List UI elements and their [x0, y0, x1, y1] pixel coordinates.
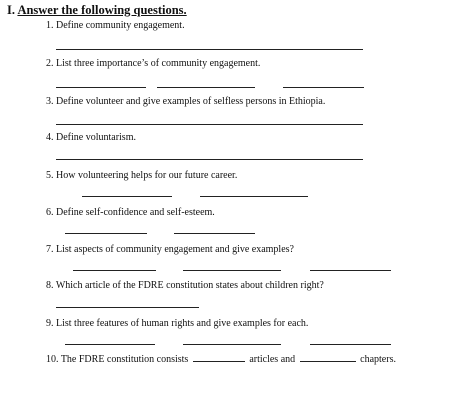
question-text: Define community engagement. — [56, 20, 185, 31]
question-7 — [46, 244, 294, 255]
question-text: List three importance’s of community engagement. — [56, 58, 261, 69]
answer-line-5b — [200, 196, 308, 197]
question-text: List three features of human rights and give examples for each. — [56, 318, 309, 329]
answer-line-2c — [283, 87, 364, 88]
answer-line-7b — [183, 270, 281, 271]
question-number: 5. — [46, 170, 54, 181]
answer-line-4 — [56, 159, 363, 160]
question-text: Define voluntarism. — [56, 132, 136, 143]
answer-line-1 — [56, 49, 363, 50]
answer-line-6b — [174, 233, 255, 234]
question-1 — [46, 20, 185, 31]
question-4 — [46, 132, 136, 143]
question-text: Define self-confidence and self-esteem. — [56, 207, 215, 218]
question-number: 7. — [46, 244, 54, 255]
answer-line-8 — [56, 307, 199, 308]
answer-line-9c — [310, 344, 391, 345]
question-number: 3. — [46, 96, 54, 107]
answer-line-9b — [183, 344, 281, 345]
question-text: Define volunteer and give examples of selfless persons in Ethiopia. — [56, 96, 326, 107]
blank-articles — [193, 361, 245, 362]
answer-line-6a — [65, 233, 147, 234]
question-10 — [46, 354, 396, 365]
answer-line-5a — [82, 196, 172, 197]
answer-line-3 — [56, 124, 363, 125]
section-heading — [7, 3, 187, 18]
answer-line-7a — [73, 270, 156, 271]
question-number: 8. — [46, 280, 54, 291]
answer-line-2a — [56, 87, 146, 88]
question-number: 6. — [46, 207, 54, 218]
answer-line-7c — [310, 270, 391, 271]
question-2 — [46, 58, 260, 69]
section-number: I. — [7, 3, 15, 17]
question-text-part-c: chapters. — [360, 354, 396, 365]
question-5 — [46, 170, 237, 181]
answer-line-9a — [65, 344, 155, 345]
question-9 — [46, 318, 308, 329]
section-title: Answer the following questions. — [17, 3, 187, 17]
blank-chapters — [300, 361, 356, 362]
question-text: List aspects of community engagement and give examples? — [56, 244, 294, 255]
question-3 — [46, 96, 325, 107]
question-number: 2. — [46, 58, 54, 69]
question-6 — [46, 207, 215, 218]
question-text-part-b: articles and — [249, 354, 296, 365]
question-text: How volunteering helps for our future career. — [56, 170, 238, 181]
question-number: 9. — [46, 318, 54, 329]
question-text-part-a: The FDRE constitution consists — [60, 354, 189, 365]
answer-line-2b — [157, 87, 255, 88]
question-number: 1. — [46, 20, 54, 31]
question-text: Which article of the FDRE constitution states about children right? — [55, 280, 324, 291]
question-8 — [46, 280, 324, 291]
question-number: 4. — [46, 132, 54, 143]
question-number: 10. — [46, 354, 59, 365]
